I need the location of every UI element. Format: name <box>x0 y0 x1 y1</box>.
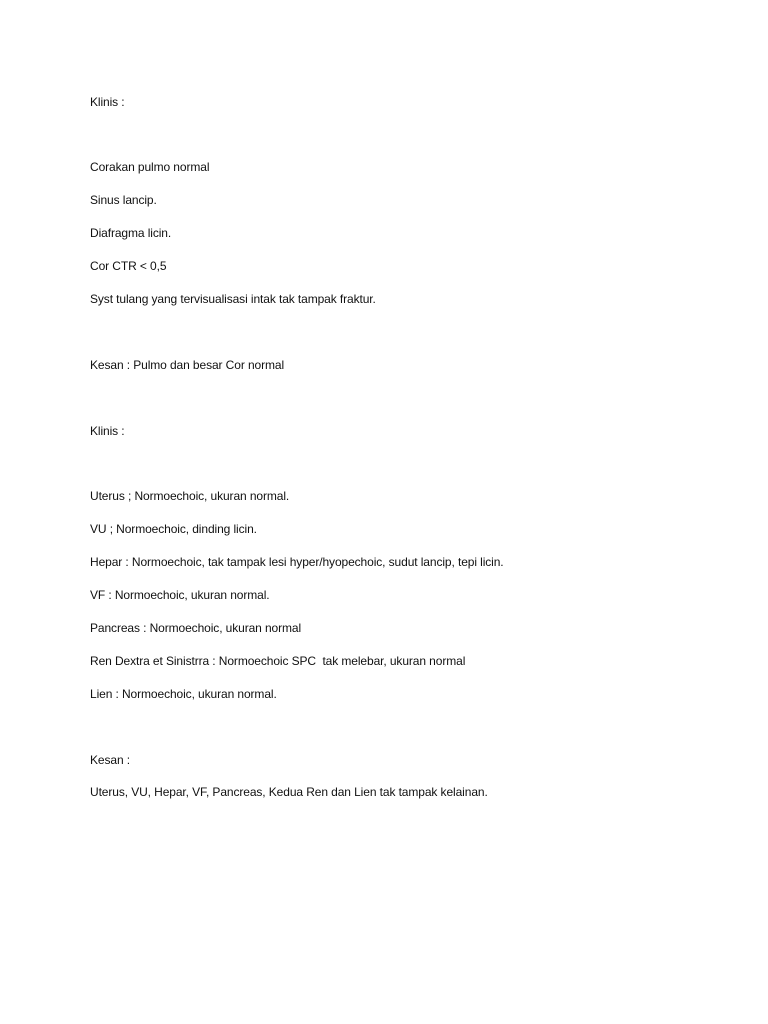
finding-line: Corakan pulmo normal <box>90 160 210 174</box>
kesan-line: Kesan : Pulmo dan besar Cor normal <box>90 358 285 372</box>
kesan-text: Uterus, VU, Hepar, VF, Pancreas, Kedua Ren dan Lien tak tampak kelainan. <box>90 785 488 799</box>
finding-line: VF : Normoechoic, ukuran normal. <box>90 588 270 602</box>
kesan-label: Kesan : <box>90 753 130 767</box>
klinis-label: Klinis : <box>90 95 125 109</box>
finding-line: Cor CTR < 0,5 <box>90 259 167 273</box>
finding-line: Lien : Normoechoic, ukuran normal. <box>90 687 277 701</box>
finding-line: VU ; Normoechoic, dinding licin. <box>90 522 257 536</box>
finding-line: Ren Dextra et Sinistrra : Normoechoic SPC tak melebar, ukuran normal <box>90 654 466 668</box>
finding-line: Uterus ; Normoechoic, ukuran normal. <box>90 489 290 503</box>
finding-line: Syst tulang yang tervisualisasi intak tak tampak fraktur. <box>90 292 376 306</box>
finding-line: Hepar : Normoechoic, tak tampak lesi hyper/hyopechoic, sudut lancip, tepi licin. <box>90 555 504 569</box>
finding-line: Sinus lancip. <box>90 193 157 207</box>
finding-line: Pancreas : Normoechoic, ukuran normal <box>90 621 302 635</box>
finding-line: Diafragma licin. <box>90 226 172 240</box>
klinis-label: Klinis : <box>90 424 125 438</box>
